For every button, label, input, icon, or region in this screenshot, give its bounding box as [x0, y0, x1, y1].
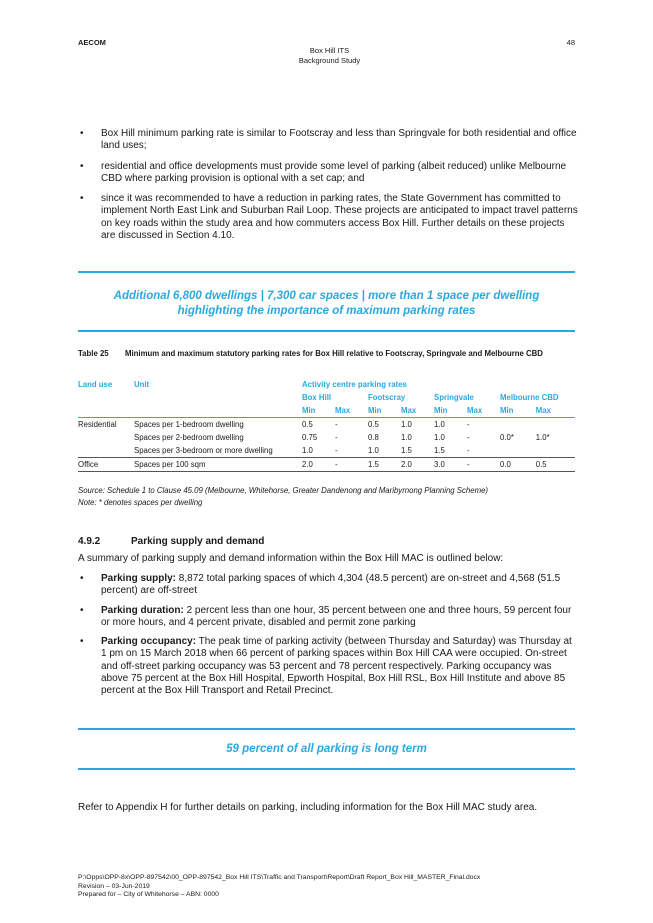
- header-max: Max: [467, 404, 500, 418]
- header-unit: Unit: [134, 380, 150, 389]
- table-header-row: [78, 391, 575, 404]
- cell-value: 1.0*: [535, 433, 550, 442]
- doc-title: Box Hill ITS: [309, 46, 350, 55]
- list-item: • Parking supply: 8,872 total parking spaces of which 4,304 (48.5 percent) are on-street and 4,568 (51.5 percent) are off-street: [80, 573, 561, 597]
- cell-value: -: [335, 420, 338, 429]
- cell-unit: Spaces per 2-bedroom dwelling: [134, 433, 244, 442]
- cell-value: 0.75: [302, 433, 318, 442]
- cell-value: -: [335, 446, 338, 455]
- closing-paragraph: Refer to Appendix H for further details on parking, including information for the Box Hill MAC study area.: [78, 802, 538, 813]
- page-footer: [78, 874, 480, 900]
- cell-value: 1.0: [401, 433, 412, 442]
- list-item: • Parking duration: 2 percent less than one hour, 35 percent between one and three hours, 59 percent four or more hours, and 4 percent private, disabled and permit zone parking: [80, 604, 572, 628]
- section-title: Parking supply and demand: [131, 536, 265, 547]
- section-number: 4.9.2: [78, 536, 101, 547]
- cell-value: -: [335, 458, 368, 472]
- cell-value: 1.0: [401, 420, 412, 429]
- callout-line: 59 percent of all parking is long term: [226, 743, 427, 755]
- table-row: [78, 458, 575, 472]
- cell-unit: Spaces per 100 sqm: [134, 458, 302, 472]
- header-min: Min: [302, 404, 335, 418]
- findings-list: [78, 128, 578, 250]
- cell-value: 0.5: [302, 420, 313, 429]
- cell-value: 2.0: [302, 458, 335, 472]
- cell-value: [500, 418, 536, 432]
- cell-value: -: [467, 420, 470, 429]
- list-item: • Parking occupancy: The peak time of parking activity (between Thursday and Saturday) was Thursday at 1 pm on 15 March 2018 when 66 percent of parking spaces within Box Hill CAA were occupied. On-street and off-street parking occupancy was 53 percent and 78 percent respectively. Parking occupancy was above 75 percent at the Box Hill Hospital, Epworth Hospital, Box Hill RSL, Box Hill Institute and above 85 percent at the Box Hill Transport and Retail Precinct.: [80, 636, 572, 697]
- list-item: • since it was recommended to have a reduction in parking rates, the State Government has committed to implement North East Link and Suburban Rail Loop. These projects are anticipated to impact travel patterns on key roads within the study area and how commuters access Box Hill. Further details on these projects are discussed in Section 4.10.: [80, 193, 578, 242]
- cell-value: [536, 418, 575, 432]
- cell-value: -: [467, 433, 470, 442]
- table-number: Table 25: [78, 349, 109, 358]
- list-item: • residential and office developments must provide some level of parking (albeit reduced) unlike Melbourne CBD where parking provision is optional with a set cap; and: [80, 160, 567, 184]
- table-header-row: [78, 378, 575, 391]
- header-place: Box Hill: [302, 393, 332, 402]
- cell-value: 1.5: [401, 446, 412, 455]
- header-min: Min: [368, 404, 401, 418]
- table-source: [78, 485, 488, 509]
- cell-value: 0.0*: [500, 433, 514, 442]
- source-note: Source: Schedule 1 to Clause 45.09 (Melbourne, Whitehorse, Greater Dandenong and Maribyrnong Planning Scheme): [78, 486, 489, 495]
- header-place: Melbourne CBD: [500, 393, 559, 402]
- cell-land-use: [78, 444, 134, 458]
- bullet-icon: •: [80, 636, 84, 648]
- table-row: [78, 431, 575, 444]
- cell-value: 0.0: [500, 458, 536, 472]
- highlight-callout: [78, 728, 575, 770]
- cell-value: [500, 444, 536, 458]
- cell-value: 0.8: [368, 433, 379, 442]
- cell-unit: Spaces per 3-bedroom or more dwelling: [134, 446, 273, 455]
- cell-value: 1.0: [368, 446, 379, 455]
- table-header-row: [78, 404, 575, 418]
- table-row: [78, 418, 575, 432]
- bullet-icon: •: [80, 128, 84, 139]
- list-item: • Box Hill minimum parking rate is similar to Footscray and less than Springvale for both residential and office land uses;: [80, 128, 577, 152]
- bullet-icon: •: [80, 193, 84, 205]
- cell-value: 2.0: [401, 458, 434, 472]
- file-path: P:\Opps\OPP-8x\OPP-897542\00_OPP-897542_Box Hill ITS\Traffic and Transport\Report\Draft Report_Box Hill_MASTER_Final.docx: [78, 874, 481, 881]
- page-number: 48: [566, 38, 575, 47]
- section-intro: A summary of parking supply and demand information within the Box Hill MAC is outlined below:: [78, 553, 504, 564]
- cell-value: 3.0: [434, 458, 467, 472]
- header-land-use: Land use: [78, 380, 113, 389]
- prepared-for: Prepared for – City of Whitehorse – ABN: 0000: [78, 891, 219, 898]
- cell-value: 1.0: [434, 420, 445, 429]
- callout-line: highlighting the importance of maximum parking rates: [177, 305, 476, 317]
- cell-land-use: Residential: [78, 420, 117, 429]
- company-name: AECOM: [78, 38, 106, 47]
- cell-value: 1.5: [368, 458, 401, 472]
- running-header: [0, 46, 653, 65]
- header-group: Activity centre parking rates: [302, 380, 407, 389]
- cell-value: 0.5: [368, 420, 379, 429]
- cell-value: -: [335, 433, 338, 442]
- cell-value: 0.5: [536, 458, 575, 472]
- cell-land-use: [78, 431, 134, 444]
- highlight-callout: [78, 271, 575, 332]
- revision: Revision – 03-Jun-2019: [78, 882, 150, 890]
- table-title: Minimum and maximum statutory parking rates for Box Hill relative to Footscray, Springvale and Melbourne CBD: [125, 349, 543, 358]
- cell-unit: Spaces per 1-bedroom dwelling: [134, 420, 244, 429]
- footnote: Note: * denotes spaces per dwelling: [78, 498, 203, 507]
- parking-summary-list: [78, 573, 578, 705]
- cell-value: -: [467, 458, 500, 472]
- bullet-icon: •: [80, 604, 84, 616]
- callout-line: Additional 6,800 dwellings | 7,300 car spaces | more than 1 space per dwelling: [113, 290, 540, 302]
- cell-value: 1.0: [434, 433, 445, 442]
- cell-value: [536, 444, 575, 458]
- header-max: Max: [401, 404, 434, 418]
- header-min: Min: [434, 404, 467, 418]
- cell-value: 1.0: [302, 446, 313, 455]
- doc-subtitle: Background Study: [298, 55, 361, 65]
- header-max: Max: [536, 404, 575, 418]
- bullet-icon: •: [80, 573, 84, 584]
- cell-value: 1.5: [434, 446, 445, 455]
- table-row: [78, 444, 575, 458]
- header-place: Springvale: [434, 393, 474, 402]
- parking-rates-table: [78, 378, 575, 472]
- cell-land-use: Office: [78, 458, 134, 472]
- header-place: Footscray: [368, 393, 406, 402]
- bullet-icon: •: [80, 160, 84, 172]
- header-max: Max: [335, 404, 368, 418]
- header-min: Min: [500, 404, 536, 418]
- cell-value: -: [467, 446, 470, 455]
